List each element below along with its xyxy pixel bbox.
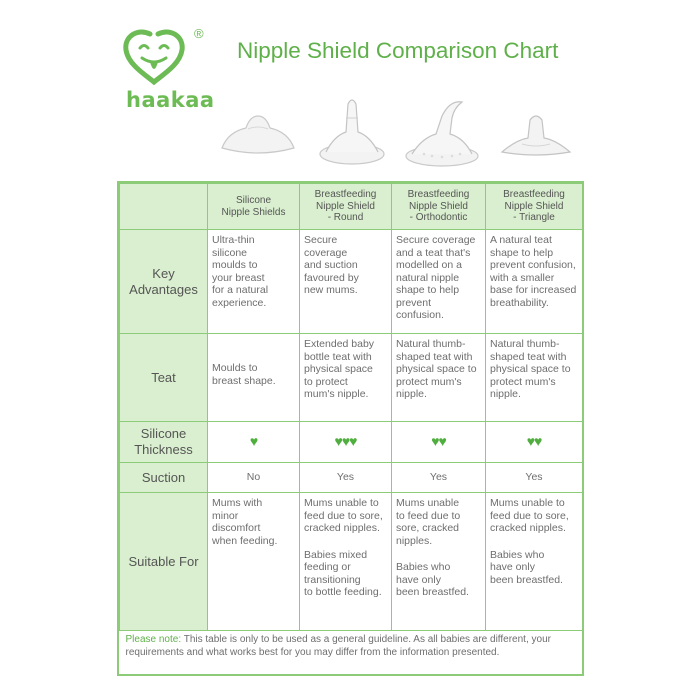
table-cell [300, 493, 392, 631]
table-cell [208, 422, 300, 463]
table-cell [208, 334, 300, 422]
row-header [120, 463, 208, 493]
heart-icon: ♥ [249, 432, 258, 449]
table-cell [300, 463, 392, 493]
table-cell [486, 334, 583, 422]
column-header [300, 184, 392, 230]
table-cell [486, 422, 583, 463]
registered-mark: ® [194, 26, 204, 41]
column-header-label: Breastfeeding Nipple Shield - Round [314, 189, 377, 224]
column-header-label: Breastfeeding Nipple Shield - Orthodontic [407, 189, 470, 224]
cell-text: Ultra-thin silicone moulds to your breast for a natural experience. [212, 234, 269, 309]
disclaimer-note [120, 631, 583, 663]
row-header-label: Teat [151, 369, 176, 385]
cell-text: Natural thumb- shaped teat with physical space to protect mum's nipple. [490, 338, 571, 400]
table-cell [208, 493, 300, 631]
row-header [120, 422, 208, 463]
table-cell [392, 493, 486, 631]
silicone-shield-image [218, 92, 298, 172]
orthodontic-shield-image [402, 92, 488, 172]
table-cell [486, 493, 583, 631]
row-header [120, 334, 208, 422]
note-label: Please note: [125, 634, 182, 645]
cell-text: Moulds to breast shape. [212, 362, 276, 387]
cell-text: Mums with minor discomfort when feeding. [212, 497, 278, 547]
table-cell [208, 230, 300, 334]
table-note-row [120, 631, 583, 663]
cell-text: Yes [525, 471, 543, 484]
column-header-label: Silicone Nipple Shields [221, 195, 286, 218]
table-row-thickness [120, 422, 583, 463]
table-cell [300, 334, 392, 422]
cell-text: Extended baby bottle teat with physical space to protect mum's nipple. [304, 338, 375, 400]
product-images [200, 92, 590, 172]
cell-text: No [246, 471, 261, 484]
cell-text: Babies mixed feeding or transitioning to bottle feeding. [304, 548, 382, 598]
cell-text: Natural thumb- shaped teat with physical space to protect mum's nipple. [396, 338, 477, 400]
cell-text: Secure coverage and a teat that's modelled on a natural nipple shape to help prevent confusion. [396, 234, 476, 321]
table-cell [392, 422, 486, 463]
column-header [486, 184, 583, 230]
cell-text: Yes [336, 471, 355, 484]
note-text: This table is only to be used as a general guideline. As all babies are different, your requirements and what works best for you may differ from the information presented. [125, 634, 551, 658]
row-header-label: Silicone Thickness [134, 426, 193, 457]
row-header [120, 230, 208, 334]
heart-icon: ♥♥ [526, 432, 542, 449]
table-row-teat [120, 334, 583, 422]
column-header [392, 184, 486, 230]
table-row-suitable [120, 493, 583, 631]
cell-text: Babies who have only been breastfed. [396, 561, 469, 598]
table-cell [486, 463, 583, 493]
cell-text: Mums unable to feed due to sore, cracked nipples. [490, 497, 569, 534]
table-cell [392, 230, 486, 334]
cell-text: Mums unable to feed due to sore, cracked nipples. [396, 497, 461, 547]
heart-icon: ♥♥♥ [334, 432, 357, 449]
brand-name: haakaa [126, 88, 215, 112]
row-header-label: Suction [141, 469, 186, 485]
table-row-advantages [120, 230, 583, 334]
column-header [208, 184, 300, 230]
cell-text: A natural teat shape to help prevent confusion, with a smaller base for increased breathability. [490, 234, 577, 309]
column-header-label: Breastfeeding Nipple Shield - Triangle [503, 189, 565, 224]
page-title: Nipple Shield Comparison Chart [237, 38, 559, 63]
round-shield-image [312, 92, 392, 172]
comparison-table [117, 181, 584, 676]
row-header-label: Suitable For [128, 553, 199, 569]
cell-text: Yes [429, 471, 448, 484]
cell-text: Babies who have only been breastfed. [490, 548, 563, 586]
row-header [120, 493, 208, 631]
table-row-suction [120, 463, 583, 493]
table-cell [486, 230, 583, 334]
table-cell [208, 463, 300, 493]
row-header-label: Key Advantages [129, 265, 198, 297]
cell-text: Mums unable to feed due to sore, cracked nipples. [304, 497, 383, 534]
table-cell [300, 422, 392, 463]
haakaa-heart-face-icon [120, 26, 200, 88]
table-header-row [120, 184, 583, 230]
triangle-shield-image [496, 92, 576, 172]
table-corner [120, 184, 208, 230]
table-cell [300, 230, 392, 334]
table-cell [392, 463, 486, 493]
table-cell [392, 334, 486, 422]
heart-icon: ♥♥ [431, 432, 446, 449]
cell-text: Secure coverage and suction favoured by new mums. [304, 234, 359, 296]
